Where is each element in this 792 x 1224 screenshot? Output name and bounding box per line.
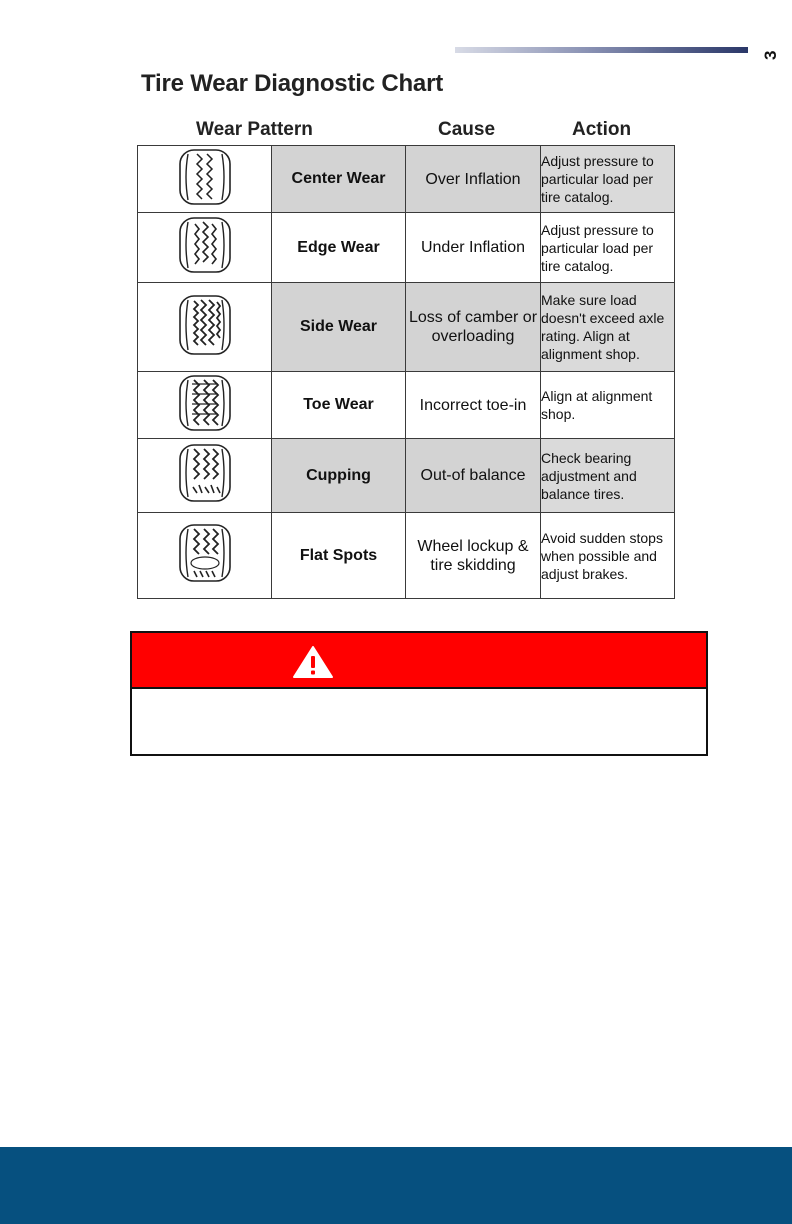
chart-title: Tire Wear Diagnostic Chart <box>141 70 443 97</box>
wear-name: Cupping <box>272 439 406 513</box>
footer-bar <box>0 1147 792 1224</box>
wear-name: Flat Spots <box>272 513 406 599</box>
wear-name: Side Wear <box>272 283 406 372</box>
wear-name: Edge Wear <box>272 213 406 283</box>
table-row <box>138 513 675 599</box>
tire-toe-wear-icon <box>177 374 233 432</box>
wear-cause: Under Inflation <box>406 213 541 283</box>
wear-cause: Loss of camber or overloading <box>406 283 541 372</box>
column-header-action: Action <box>572 119 632 140</box>
tire-edge-wear-icon <box>177 216 233 274</box>
table-row <box>138 372 675 439</box>
page-number: 3 <box>761 50 780 60</box>
wear-pattern-cell <box>138 213 272 283</box>
tire-side-wear-icon <box>177 294 233 356</box>
wear-pattern-cell <box>138 283 272 372</box>
wear-pattern-cell <box>138 146 272 213</box>
tire-wear-table <box>137 145 675 599</box>
wear-cause: Incorrect toe-in <box>406 372 541 439</box>
table-row <box>138 283 675 372</box>
wear-action: Avoid sudden stops when possible and adjust brakes. <box>541 513 675 599</box>
warning-triangle-icon <box>292 645 334 679</box>
warning-box <box>130 631 708 756</box>
warning-header <box>132 633 706 689</box>
wear-name: Toe Wear <box>272 372 406 439</box>
column-header-wear-pattern: Wear Pattern <box>196 119 313 140</box>
tire-cupping-icon <box>177 443 233 503</box>
wear-action: Check bearing adjustment and balance tires. <box>541 439 675 513</box>
table-row <box>138 213 675 283</box>
wear-pattern-cell <box>138 513 272 599</box>
wear-cause: Over Inflation <box>406 146 541 213</box>
wear-cause: Out-of balance <box>406 439 541 513</box>
tire-flat-spots-icon <box>177 523 233 583</box>
wear-action: Adjust pressure to particular load per tire catalog. <box>541 213 675 283</box>
table-row <box>138 146 675 213</box>
wear-cause: Wheel lockup & tire skidding <box>406 513 541 599</box>
wear-name: Center Wear <box>272 146 406 213</box>
header-rule <box>455 47 748 53</box>
tire-center-wear-icon <box>177 148 233 206</box>
wear-action: Adjust pressure to particular load per tire catalog. <box>541 146 675 213</box>
wear-pattern-cell <box>138 372 272 439</box>
wear-action: Align at alignment shop. <box>541 372 675 439</box>
column-header-cause: Cause <box>438 119 496 140</box>
wear-pattern-cell <box>138 439 272 513</box>
wear-action: Make sure load doesn't exceed axle rating. Align at alignment shop. <box>541 283 675 372</box>
table-row <box>138 439 675 513</box>
